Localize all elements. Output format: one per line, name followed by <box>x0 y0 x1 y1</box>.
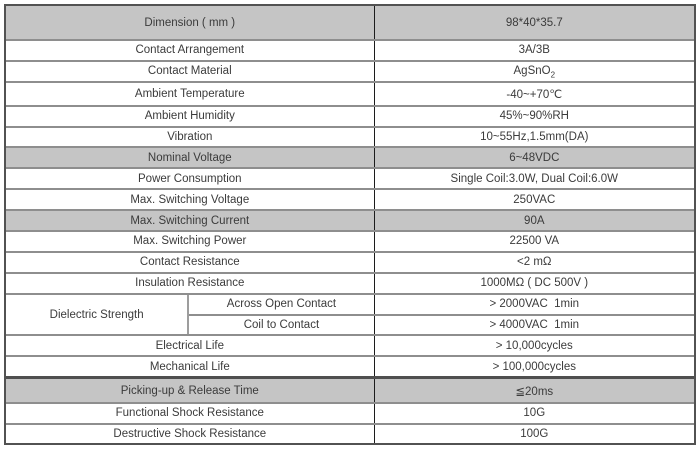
table-row <box>6 294 694 315</box>
row-label: Contact Arrangement <box>6 40 374 61</box>
row-value: 90A <box>374 210 694 231</box>
row-value: > 4000VAC 1min <box>374 315 694 336</box>
row-label: Max. Switching Power <box>6 231 374 252</box>
table-row <box>6 252 694 273</box>
row-value: > 100,000cycles <box>374 356 694 378</box>
table-row <box>6 403 694 424</box>
row-label: Picking-up & Release Time <box>6 378 374 403</box>
value-base: AgSnO <box>513 65 551 78</box>
table-row <box>6 61 694 82</box>
row-value: 6~48VDC <box>374 147 694 168</box>
row-label: Vibration <box>6 127 374 148</box>
table-row <box>6 424 694 444</box>
row-value: 3A/3B <box>374 40 694 61</box>
table-row <box>6 335 694 356</box>
table-row <box>6 106 694 127</box>
row-label: Functional Shock Resistance <box>6 403 374 424</box>
row-label: Contact Material <box>6 61 374 82</box>
table-row <box>6 189 694 210</box>
row-label: Electrical Life <box>6 335 374 356</box>
table-row <box>6 210 694 231</box>
specification-table <box>4 4 696 445</box>
row-value: Single Coil:3.0W, Dual Coil:6.0W <box>374 168 694 189</box>
table-row <box>6 147 694 168</box>
row-value: 98*40*35.7 <box>374 6 694 40</box>
table-row <box>6 127 694 148</box>
value-subscript: 2 <box>550 70 556 80</box>
table-row <box>6 231 694 252</box>
row-value: ≦20ms <box>374 378 694 403</box>
row-label: Ambient Temperature <box>6 82 374 106</box>
row-label: Mechanical Life <box>6 356 374 378</box>
table-row <box>6 6 694 40</box>
row-label: Max. Switching Current <box>6 210 374 231</box>
row-value: 1000MΩ ( DC 500V ) <box>374 273 694 294</box>
row-value: 10~55Hz,1.5mm(DA) <box>374 127 694 148</box>
row-value: 45%~90%RH <box>374 106 694 127</box>
row-value: > 2000VAC 1min <box>374 294 694 315</box>
row-label: Ambient Humidity <box>6 106 374 127</box>
row-label: Insulation Resistance <box>6 273 374 294</box>
row-label: Max. Switching Voltage <box>6 189 374 210</box>
table-row <box>6 356 694 378</box>
row-value <box>374 61 694 82</box>
table-row <box>6 82 694 106</box>
row-group-label: Dielectric Strength <box>6 294 188 336</box>
table-row <box>6 378 694 403</box>
row-value: 10G <box>374 403 694 424</box>
table-row <box>6 273 694 294</box>
row-label: Dimension ( mm ) <box>6 6 374 40</box>
row-value: <2 mΩ <box>374 252 694 273</box>
row-sublabel: Coil to Contact <box>188 315 374 336</box>
row-value: -40~+70℃ <box>374 82 694 106</box>
row-label: Destructive Shock Resistance <box>6 424 374 444</box>
spec-table-body <box>6 6 694 443</box>
row-label: Nominal Voltage <box>6 147 374 168</box>
table-row <box>6 40 694 61</box>
row-value: > 10,000cycles <box>374 335 694 356</box>
row-value: 250VAC <box>374 189 694 210</box>
row-sublabel: Across Open Contact <box>188 294 374 315</box>
spec-table <box>6 6 694 443</box>
row-value: 100G <box>520 427 549 440</box>
row-label: Power Consumption <box>6 168 374 189</box>
row-label: Contact Resistance <box>6 252 374 273</box>
table-row <box>6 168 694 189</box>
row-value: 22500 VA <box>374 231 694 252</box>
